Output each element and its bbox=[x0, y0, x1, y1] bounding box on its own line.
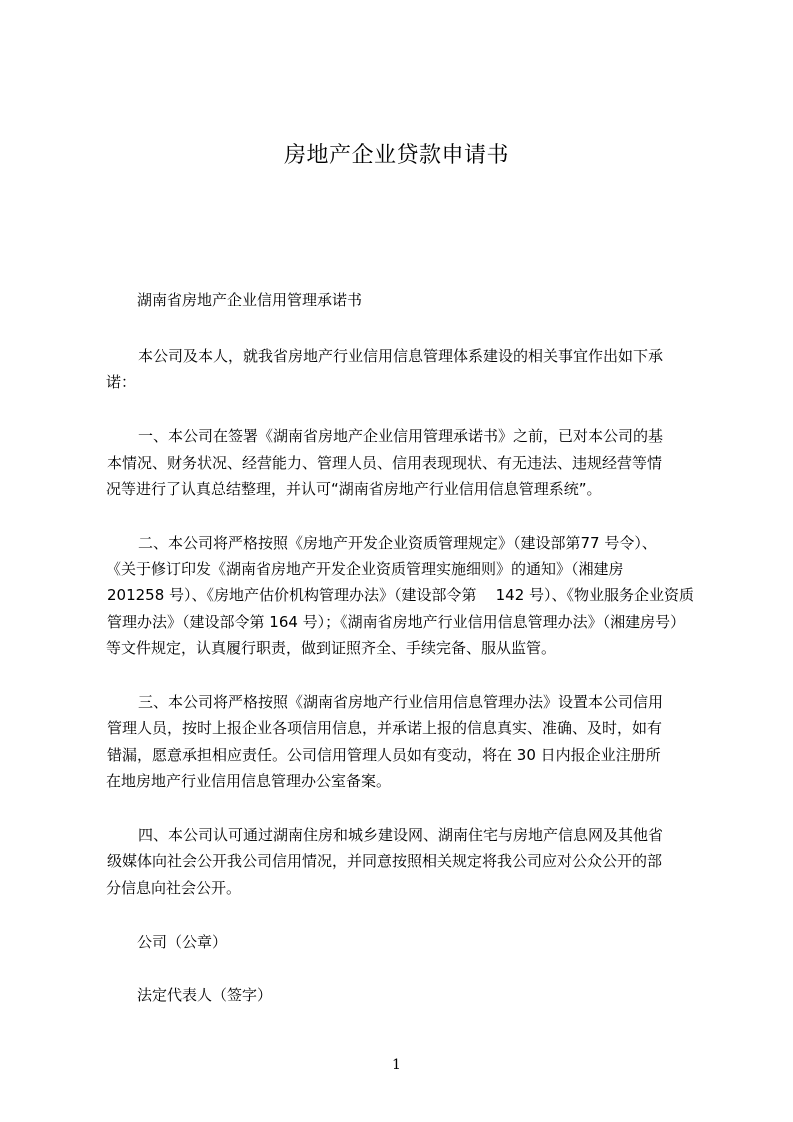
paragraph-line: 四、本公司认可通过湖南住房和城乡建设网、湖南住宅与房地产信息网及其他省 bbox=[138, 826, 664, 844]
page-number: 1 bbox=[392, 1057, 401, 1073]
paragraph-line: 在地房地产行业信用信息管理办公室备案。 bbox=[106, 772, 392, 790]
paragraph-line: 等文件规定，认真履行职责，做到证照齐全、手续完备、服从监管。 bbox=[106, 639, 557, 657]
paragraph-line: 管理办法》（建设部令第 164 号）；《湖南省房地产行业信用信息管理办法》（湘建房号） bbox=[107, 613, 686, 631]
paragraph-line: 本情况、财务状况、经营能力、管理人员、信用表现现状、有无违法、违规经营等情 bbox=[107, 454, 663, 472]
paragraph-line: 况等进行了认真总结整理，并认可“湖南省房地产行业信用信息管理系统”。 bbox=[106, 480, 602, 498]
paragraph-line: 二、本公司将严格按照《房地产开发企业资质管理规定》（建设部第77 号令）、 bbox=[138, 534, 657, 552]
paragraph-line: 诺： bbox=[106, 373, 137, 391]
paragraph-line: 《关于修订印发《湖南省房地产开发企业资质管理实施细则》的通知》（湘建房 bbox=[106, 560, 624, 578]
paragraph-line: 分信息向社会公开。 bbox=[106, 879, 242, 897]
paragraph-line: 201258 号）、《房地产估价机构管理办法》（建设部令第 142 号）、《物业服务企业资质 bbox=[107, 586, 695, 604]
paragraph-line: 错漏，愿意承担相应责任。公司信用管理人员如有变动，将在 30 日内报企业注册所 bbox=[107, 746, 661, 764]
company-seal-label: 公司（公章） bbox=[137, 933, 228, 951]
paragraph-line: 级媒体向社会公开我公司信用情况，并同意按照相关规定将我公司应对公众公开的部 bbox=[107, 852, 663, 870]
subtitle: 湖南省房地产企业信用管理承诺书 bbox=[137, 291, 363, 309]
paragraph-line: 一、本公司在签署《湖南省房地产企业信用管理承诺书》之前，已对本公司的基 bbox=[138, 427, 664, 445]
document-title: 房地产企业贷款申请书 bbox=[283, 143, 509, 168]
paragraph-line: 三、本公司将严格按照《湖南省房地产行业信用信息管理办法》设置本公司信用 bbox=[138, 693, 664, 711]
paragraph-line: 本公司及本人，就我省房地产行业信用信息管理体系建设的相关事宜作出如下承 bbox=[138, 347, 664, 365]
paragraph-line: 管理人员，按时上报企业各项信用信息，并承诺上报的信息真实、准确、及时，如有 bbox=[107, 719, 663, 737]
legal-representative-label: 法定代表人（签字） bbox=[137, 986, 273, 1004]
